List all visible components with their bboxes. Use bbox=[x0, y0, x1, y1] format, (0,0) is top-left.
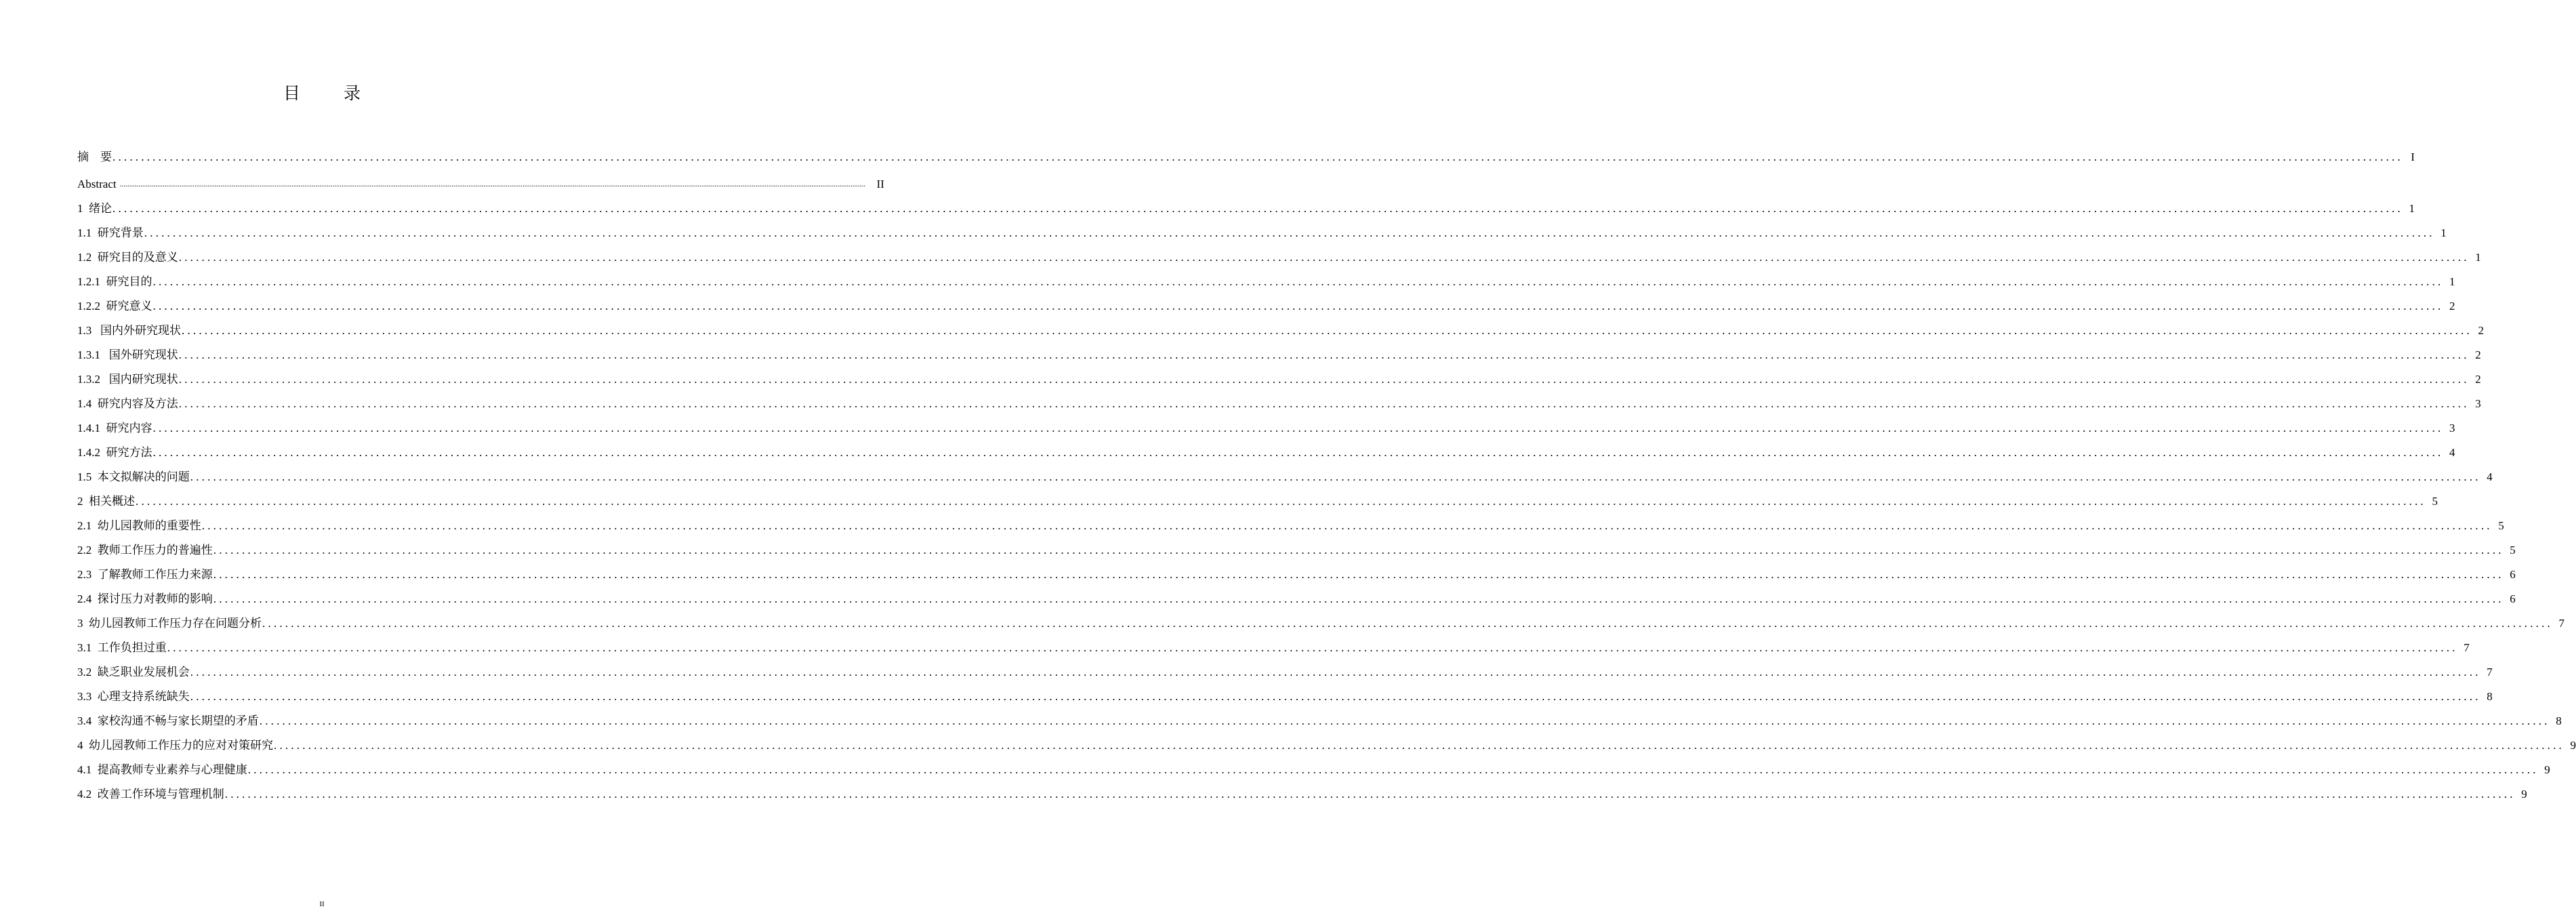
toc-entry-label: 3 幼儿园教师工作压力存在问题分析 bbox=[77, 617, 262, 630]
toc-dot-leader: ................................................................................................................................................................................................................................................................................................................................................................................................................ bbox=[152, 422, 2444, 434]
toc-entry[interactable] bbox=[77, 216, 2447, 241]
toc-entry-page: II bbox=[876, 178, 884, 190]
toc-dot-leader: ................................................................................................................................................................................................................................................................................................................................................................................................................ bbox=[274, 739, 2564, 752]
toc-entry[interactable] bbox=[77, 265, 2455, 289]
toc-entry-label: 1.5 本文拟解决的问题 bbox=[77, 470, 190, 483]
toc-entry-page: 5 bbox=[2432, 495, 2438, 508]
toc-entry-page: 3 bbox=[2449, 422, 2455, 434]
toc-dot-leader: ................................................................................................................................................................................................................................................................................................................................................................................................................ bbox=[167, 641, 2458, 654]
toc-entry-page: 7 bbox=[2487, 666, 2493, 679]
toc-entry-label: 4 幼儿园教师工作压力的应对对策研究 bbox=[77, 739, 273, 752]
page-title: 目 录 bbox=[283, 83, 380, 103]
toc-entry-label: 1.3.1 国外研究现状 bbox=[77, 348, 178, 361]
toc-entry[interactable] bbox=[77, 165, 884, 192]
toc-entry[interactable] bbox=[77, 387, 2481, 411]
toc-dot-leader: ................................................................................................................................................................................................................................................................................................................................................................................................................ bbox=[259, 714, 2550, 727]
toc-entry-page: 4 bbox=[2449, 446, 2455, 459]
toc-entry[interactable] bbox=[77, 192, 2415, 216]
toc-entry-label: 3.4 家校沟通不畅与家长期望的矛盾 bbox=[77, 714, 259, 727]
toc-dot-leader: ................................................................................................................................................................................................................................................................................................................................................................................................................ bbox=[213, 592, 2504, 605]
toc-dot-leader: ................................................................................................................................................................................................................................................................................................................................................................................................................ bbox=[136, 495, 2426, 508]
toc-entry-label: 1.3.2 国内研究现状 bbox=[77, 373, 178, 386]
toc-entry-label: 3.1 工作负担过重 bbox=[77, 641, 167, 654]
toc-entry[interactable] bbox=[77, 704, 2562, 729]
toc-dot-leader: ................................................................................................................................................................................................................................................................................................................................................................................................................ bbox=[152, 446, 2444, 459]
toc-entry[interactable] bbox=[77, 363, 2481, 387]
toc-entry[interactable] bbox=[77, 607, 2564, 631]
toc-dot-leader: ................................................................................................................................................................................................................................................................................................................................................................................................................ bbox=[113, 150, 2403, 163]
toc-entry-page: 7 bbox=[2558, 617, 2564, 630]
toc-dot-leader: ................................................................................................................................................................................................................................................................................................................................................................................................................ bbox=[213, 568, 2504, 581]
toc-entry-label: 1.2.1 研究目的 bbox=[77, 275, 152, 288]
toc-entry[interactable] bbox=[77, 558, 2516, 582]
toc-dot-leader: ................................................................................................................................................................................................................................................................................................................................................................................................................ bbox=[178, 348, 2470, 361]
toc-entry[interactable] bbox=[77, 655, 2493, 680]
toc-entry-page: 5 bbox=[2498, 519, 2504, 532]
toc-entry[interactable] bbox=[77, 753, 2550, 777]
toc-dot-leader: ................................................................................................................................................................................................................................................................................................................................................................................................................ bbox=[178, 373, 2470, 386]
toc-entry[interactable] bbox=[77, 411, 2455, 436]
toc-entry[interactable] bbox=[77, 729, 2576, 753]
toc-dot-leader: ................................................................................................................................................................................................................................................................................................................................................................................................................ bbox=[152, 300, 2444, 312]
toc-entry-page: 2 bbox=[2475, 348, 2481, 361]
toc-dot-leader: ................................................................................................................................................................................................................................................................................................................................................................................................................ bbox=[178, 397, 2470, 410]
toc-entry-label: 2.4 探讨压力对教师的影响 bbox=[77, 592, 213, 605]
toc-entry-label: 2.1 幼儿园教师的重要性 bbox=[77, 519, 201, 532]
toc-entry-label: 1.3 国内外研究现状 bbox=[77, 324, 181, 337]
toc-entry-page: 1 bbox=[2409, 202, 2415, 215]
toc-entry[interactable] bbox=[77, 289, 2455, 314]
toc-entry-page: 6 bbox=[2510, 592, 2516, 605]
toc-entry[interactable] bbox=[77, 680, 2493, 704]
toc-entry-page: 1 bbox=[2449, 275, 2455, 288]
toc-entry[interactable] bbox=[77, 338, 2481, 363]
toc-entry[interactable] bbox=[77, 777, 2527, 802]
toc-dot-leader: ................................................................................................................................................................................................................................................................................................................................................................................................................ bbox=[178, 251, 2470, 264]
toc-entry-page: 4 bbox=[2487, 470, 2493, 483]
toc-entry-label: 2.3 了解教师工作压力来源 bbox=[77, 568, 213, 581]
toc-entry-page: 9 bbox=[2544, 763, 2550, 776]
toc-dot-leader: ................................................................................................................................................................................................................................................................................................................................................................................................................ bbox=[144, 226, 2435, 239]
toc-dot-leader: ................................................................................................................................................................................................................................................................................................................................................................................................................ bbox=[182, 324, 2472, 337]
toc-entry-label: 1.4 研究内容及方法 bbox=[77, 397, 178, 410]
toc-dot-leader: ................................................................................................................................................................................................................................................................................................................................................................................................................ bbox=[152, 275, 2444, 288]
toc-entry-label: 4.2 改善工作环境与管理机制 bbox=[77, 788, 224, 801]
toc-dot-leader: ................................................................................................................................................................................................................................................................................................................................................................................................................ bbox=[119, 180, 865, 188]
toc-entry-label: 1.1 研究背景 bbox=[77, 226, 144, 239]
toc-entry-page: 2 bbox=[2475, 373, 2481, 386]
toc-entry-label: 摘 要 bbox=[77, 150, 112, 163]
toc-entry-label: 1.4.2 研究方法 bbox=[77, 446, 152, 459]
toc-entry[interactable] bbox=[77, 485, 2438, 509]
footer-page-number: II bbox=[319, 900, 325, 908]
toc-dot-leader: ................................................................................................................................................................................................................................................................................................................................................................................................................ bbox=[262, 617, 2553, 630]
toc-entry-label: 1.2.2 研究意义 bbox=[77, 300, 152, 312]
toc-dot-leader: ................................................................................................................................................................................................................................................................................................................................................................................................................ bbox=[190, 470, 2481, 483]
toc-entry-page: 9 bbox=[2521, 788, 2527, 801]
toc-entry[interactable] bbox=[77, 314, 2484, 338]
toc-entry-page: 1 bbox=[2440, 226, 2447, 239]
toc-dot-leader: ................................................................................................................................................................................................................................................................................................................................................................................................................ bbox=[201, 519, 2493, 532]
toc-entry-page: 8 bbox=[2556, 714, 2562, 727]
toc-entry-page: 8 bbox=[2487, 690, 2493, 703]
toc-dot-leader: ................................................................................................................................................................................................................................................................................................................................................................................................................ bbox=[190, 666, 2481, 679]
toc-entry-page: 2 bbox=[2449, 300, 2455, 312]
toc-entry-label: 1.2 研究目的及意义 bbox=[77, 251, 178, 264]
toc-entry[interactable] bbox=[77, 436, 2455, 460]
toc-dot-leader: ................................................................................................................................................................................................................................................................................................................................................................................................................ bbox=[190, 690, 2481, 703]
toc-dot-leader: ................................................................................................................................................................................................................................................................................................................................................................................................................ bbox=[213, 544, 2504, 556]
toc-entry[interactable] bbox=[77, 509, 2504, 533]
toc-entry[interactable] bbox=[77, 460, 2493, 485]
toc-entry-page: I bbox=[2411, 150, 2415, 163]
toc-entry[interactable] bbox=[77, 533, 2516, 558]
toc-entry[interactable] bbox=[77, 631, 2470, 655]
toc-entry-page: 5 bbox=[2510, 544, 2516, 556]
toc-entry-page: 9 bbox=[2570, 739, 2576, 752]
toc-entry-label: 4.1 提高教师专业素养与心理健康 bbox=[77, 763, 247, 776]
toc-entry-page: 1 bbox=[2475, 251, 2481, 264]
toc-entry-page: 2 bbox=[2478, 324, 2484, 337]
toc-entry-label: 2.2 教师工作压力的普遍性 bbox=[77, 544, 213, 556]
toc-dot-leader: ................................................................................................................................................................................................................................................................................................................................................................................................................ bbox=[247, 763, 2539, 776]
toc-entry[interactable] bbox=[77, 241, 2481, 265]
table-of-contents bbox=[77, 140, 2576, 802]
toc-dot-leader: ................................................................................................................................................................................................................................................................................................................................................................................................................ bbox=[224, 788, 2516, 801]
toc-entry-label: Abstract bbox=[77, 178, 119, 190]
toc-entry[interactable] bbox=[77, 140, 2415, 165]
toc-entry-label: 2 相关概述 bbox=[77, 495, 135, 508]
toc-entry-page: 3 bbox=[2475, 397, 2481, 410]
toc-entry[interactable] bbox=[77, 582, 2516, 607]
toc-entry-page: 7 bbox=[2463, 641, 2470, 654]
toc-entry-label: 3.2 缺乏职业发展机会 bbox=[77, 666, 190, 679]
toc-dot-leader: ................................................................................................................................................................................................................................................................................................................................................................................................................ bbox=[113, 202, 2403, 215]
toc-entry-label: 3.3 心理支持系统缺失 bbox=[77, 690, 190, 703]
toc-entry-label: 1.4.1 研究内容 bbox=[77, 422, 152, 434]
toc-entry-page: 6 bbox=[2510, 568, 2516, 581]
toc-entry-label: 1 绪论 bbox=[77, 202, 112, 215]
